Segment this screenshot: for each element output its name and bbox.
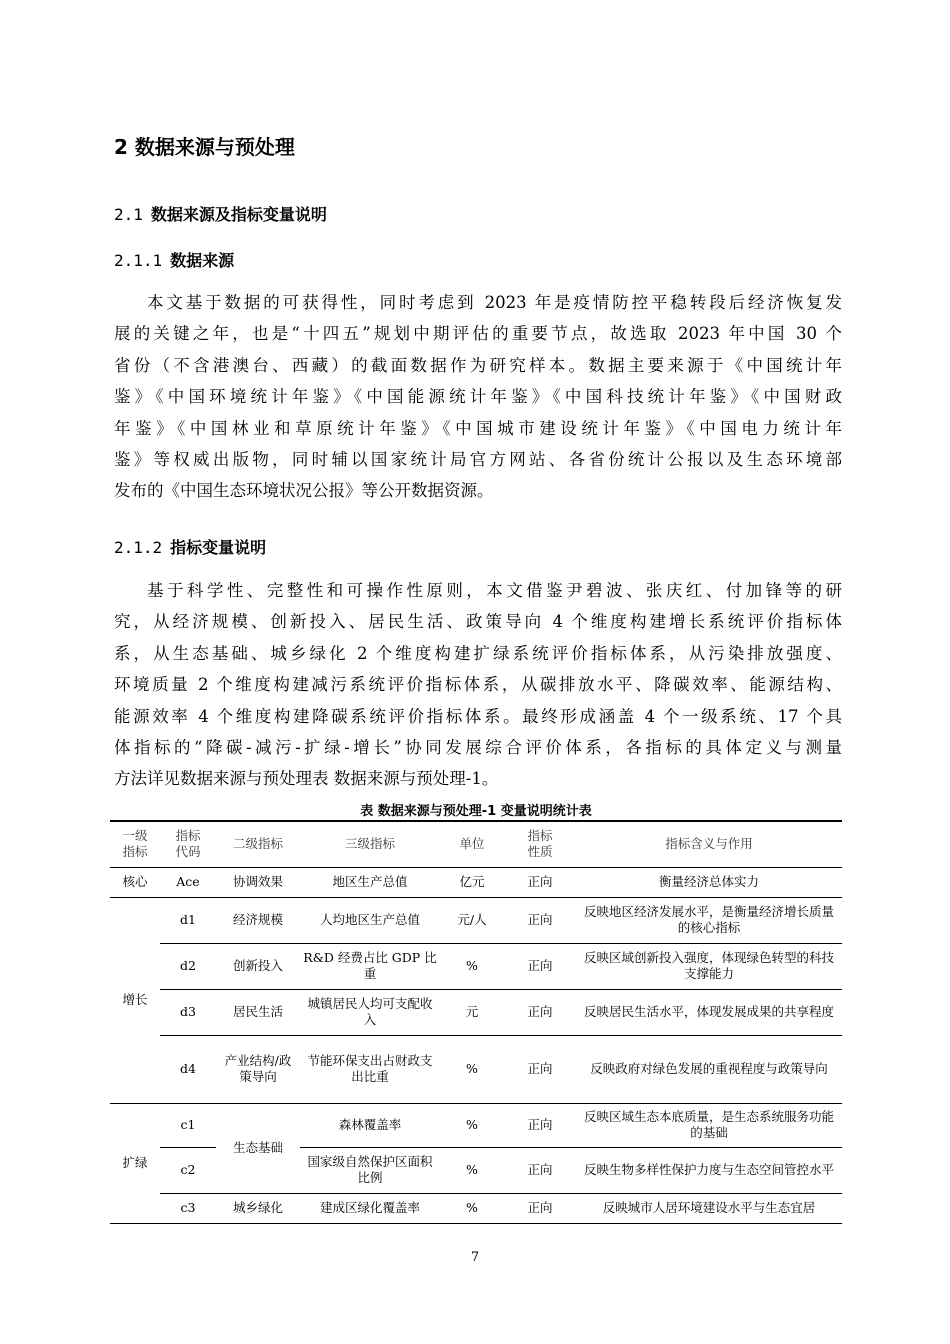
subsection-title: 指标变量说明 [170,538,267,557]
cell-level2: 产业结构/政策导向 [216,1035,300,1103]
text-line: 能源效率 4 个维度构建降碳系统评价指标体系。最终形成涵盖 4 个一级系统、17 个具 [114,706,842,726]
cell-meaning: 反映居民生活水平，体现发展成果的共享程度 [576,989,842,1035]
cell-level2: 城乡绿化 [216,1193,300,1223]
cell-unit: 元 [440,989,504,1035]
cell-meaning: 反映城市人居环境建设水平与生态宜居 [576,1193,842,1223]
cell-nature: 正向 [504,943,576,989]
paragraph-variables [114,575,842,795]
subsection-number: 2.1.2 [114,538,163,557]
cell-level3: R&D 经费占比 GDP 比重 [300,943,440,989]
cell-nature: 正向 [504,897,576,943]
cell-unit: 亿元 [440,867,504,897]
cell-unit: % [440,1035,504,1103]
cell-nature: 正向 [504,1193,576,1223]
paragraph-data-sources [114,287,842,507]
text-line: 体指标的“降碳-减污-扩绿-增长”协同发展综合评价体系，各指标的具体定义与测量 [114,738,842,758]
cell-level3: 城镇居民人均可支配收入 [300,989,440,1035]
header-level3: 三级指标 [344,836,395,852]
cell-level2: 协调效果 [216,867,300,897]
text-line: 展的关键之年，也是“十四五”规划中期评估的重要节点，故选取 2023 年中国 30 个 [114,324,842,344]
cell-code: Ace [160,867,216,897]
cell-meaning: 反映地区经济发展水平，是衡量经济增长质量的核心指标 [576,897,842,943]
table-caption: 表 数据来源与预处理-1 变量说明统计表 [360,804,592,819]
cell-level2: 居民生活 [216,989,300,1035]
cell-level3: 地区生产总值 [300,867,440,897]
subsection-number: 2.1.1 [114,251,163,270]
cell-code: d4 [160,1035,216,1103]
header-unit: 单位 [459,836,485,852]
cell-unit: % [440,1193,504,1223]
text-line: 基于科学性、完整性和可操作性原则，本文借鉴尹碧波、张庆红、付加锋等的研 [147,581,842,600]
text-line: 本文基于数据的可获得性，同时考虑到 2023 年是疫情防控平稳转段后经济恢复发 [147,293,842,312]
text-line: 环境质量 2 个维度构建减污系统评价指标体系，从碳排放水平、降碳效率、能源结构、 [114,675,842,695]
section-number: 2.1 [114,205,143,224]
subsection-heading-sources [114,248,234,271]
header-level1: 一级 指标 [122,828,148,860]
table-row [110,897,842,943]
cell-level3: 森林覆盖率 [300,1103,440,1147]
cell-level2: 经济规模 [216,897,300,943]
variable-table [110,820,842,1224]
cell-code: d3 [160,989,216,1035]
text-line: 方法详见数据来源与预处理表 数据来源与预处理-1。 [114,769,499,789]
cell-level1: 核心 [110,867,160,897]
cell-nature: 正向 [504,1103,576,1147]
section-heading [114,202,327,225]
header-level2: 二级指标 [232,836,283,852]
text-line: 发布的《中国生态环境状况公报》等公开数据资源。 [114,481,494,501]
cell-meaning: 反映区域生态本底质量，是生态系统服务功能的基础 [576,1103,842,1147]
table-row-core [110,867,842,897]
cell-meaning: 反映区域创新投入强度，体现绿色转型的科技支撑能力 [576,943,842,989]
cell-nature: 正向 [504,989,576,1035]
header-code: 指标 代码 [175,828,201,860]
cell-level3: 建成区绿化覆盖率 [300,1193,440,1223]
text-line: 系，从生态基础、城乡绿化 2 个维度构建扩绿系统评价指标体系，从污染排放强度、 [114,643,842,663]
cell-code: d2 [160,943,216,989]
cell-unit: % [440,1147,504,1193]
page-number: 7 [470,1250,480,1265]
text-line: 究，从经济规模、创新投入、居民生活、政策导向 4 个维度构建增长系统评价指标体 [114,612,842,632]
cell-level3: 国家级自然保护区面积比例 [300,1147,440,1193]
cell-meaning: 反映政府对绿色发展的重视程度与政策导向 [576,1035,842,1103]
subsection-title: 数据来源 [170,251,235,270]
cell-nature: 正向 [504,1035,576,1103]
cell-meaning: 衡量经济总体实力 [576,867,842,897]
cell-code: d1 [160,897,216,943]
cell-code: c1 [160,1103,216,1147]
table-row [110,1103,842,1147]
cell-code: c2 [160,1147,216,1193]
cell-unit: % [440,943,504,989]
table-row [110,1035,842,1103]
header-nature: 指标 性质 [527,828,553,860]
text-line: 省份（不含港澳台、西藏）的截面数据作为研究样本。数据主要来源于《中国统计年 [114,355,842,375]
table-row [110,943,842,989]
text-line: 鉴》《中国环境统计年鉴》《中国能源统计年鉴》《中国科技统计年鉴》《中国财政 [114,387,842,407]
table-row [110,989,842,1035]
text-line: 鉴》等权威出版物，同时辅以国家统计局官方网站、各省份统计公报以及生态环境部 [114,450,842,470]
text-line: 年鉴》《中国林业和草原统计年鉴》《中国城市建设统计年鉴》《中国电力统计年 [114,418,842,438]
cell-nature: 正向 [504,1147,576,1193]
cell-unit: % [440,1103,504,1147]
table-row [110,1193,842,1223]
table-header-row [110,821,842,867]
subsection-heading-variables [114,535,266,558]
cell-level1-growth: 增长 [110,897,160,1103]
header-meaning: 指标含义与作用 [665,836,753,852]
cell-level3: 节能环保支出占财政支出比重 [300,1035,440,1103]
cell-unit: 元/人 [440,897,504,943]
cell-level3: 人均地区生产总值 [300,897,440,943]
chapter-heading: 2 数据来源与预处理 [114,135,295,159]
cell-meaning: 反映生物多样性保护力度与生态空间管控水平 [576,1147,842,1193]
cell-code: c3 [160,1193,216,1223]
cell-level2: 生态基础 [216,1103,300,1193]
cell-nature: 正向 [504,867,576,897]
cell-level1-green: 扩绿 [110,1103,160,1223]
cell-level2: 创新投入 [216,943,300,989]
section-title: 数据来源及指标变量说明 [150,205,327,224]
